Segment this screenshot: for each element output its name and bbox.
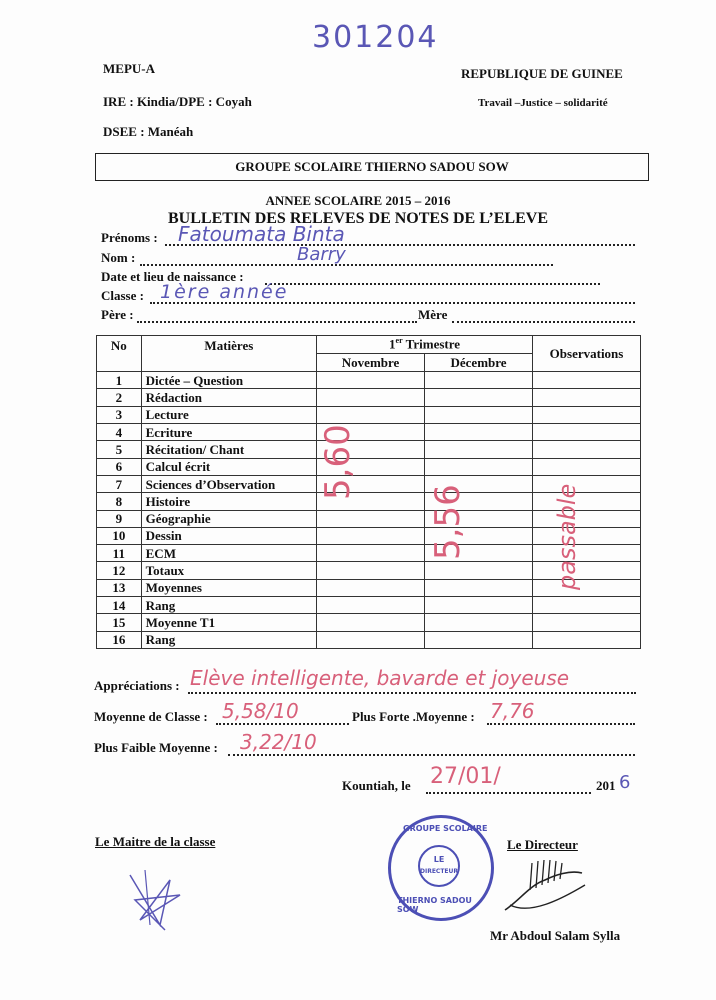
row-number: 16 <box>97 631 142 648</box>
directeur-name: Mr Abdoul Salam Sylla <box>490 928 621 943</box>
date-value: 27/01/ <box>430 764 501 789</box>
row-observation <box>533 372 641 389</box>
school-year: ANNEE SCOLAIRE 2015 – 2016 <box>265 193 451 208</box>
row-decembre <box>425 631 533 648</box>
table-row <box>97 597 641 614</box>
row-novembre <box>317 562 425 579</box>
row-observation <box>533 475 641 492</box>
plus-faible-dots <box>228 754 635 756</box>
row-decembre <box>425 423 533 440</box>
classe-value: 1ère année <box>160 281 289 303</box>
plus-faible-value: 3,22/10 <box>240 730 317 754</box>
row-decembre <box>425 441 533 458</box>
nom-dots <box>140 264 553 266</box>
row-decembre <box>425 389 533 406</box>
date-dots <box>426 792 591 794</box>
row-observation <box>533 389 641 406</box>
moyenne-classe-dots <box>216 723 349 725</box>
plus-forte-label: Plus Forte .Moyenne : <box>352 709 475 724</box>
moyenne-classe-value: 5,58/10 <box>222 699 299 723</box>
table-row <box>97 406 641 423</box>
row-observation <box>533 423 641 440</box>
row-number: 10 <box>97 527 142 544</box>
row-subject: Dictée – Question <box>141 372 316 389</box>
row-observation <box>533 562 641 579</box>
naissance-dots <box>265 283 600 285</box>
table-row <box>97 389 641 406</box>
row-observation <box>533 527 641 544</box>
header-motto: Travail –Justice – solidarité <box>478 97 608 109</box>
row-observation <box>533 493 641 510</box>
header-ministry: MEPU-A <box>103 61 155 76</box>
header-decembre: Décembre <box>425 354 533 372</box>
row-decembre <box>425 372 533 389</box>
row-number: 1 <box>97 372 142 389</box>
row-subject: Ecriture <box>141 423 316 440</box>
row-number: 13 <box>97 579 142 596</box>
row-decembre <box>425 406 533 423</box>
row-subject: Géographie <box>141 510 316 527</box>
row-subject: Histoire <box>141 493 316 510</box>
row-subject: ECM <box>141 545 316 562</box>
row-observation <box>533 441 641 458</box>
header-matieres: Matières <box>141 336 316 372</box>
prenoms-value: Fatoumata Binta <box>178 222 345 246</box>
row-number: 3 <box>97 406 142 423</box>
row-number: 2 <box>97 389 142 406</box>
appreciations-value: Elève intelligente, bavarde et joyeuse <box>190 666 570 690</box>
row-observation <box>533 579 641 596</box>
row-decembre <box>425 579 533 596</box>
mere-dots <box>452 321 635 323</box>
row-novembre <box>317 510 425 527</box>
stamp-center <box>418 845 460 887</box>
table-row <box>97 372 641 389</box>
row-novembre <box>317 527 425 544</box>
row-decembre <box>425 562 533 579</box>
row-observation <box>533 614 641 631</box>
pere-dots <box>137 321 417 323</box>
row-novembre <box>317 631 425 648</box>
row-decembre <box>425 597 533 614</box>
row-novembre <box>317 372 425 389</box>
teacher-signature <box>120 865 190 935</box>
stamp-center-line1: LE <box>433 855 445 864</box>
row-subject: Rédaction <box>141 389 316 406</box>
row-number: 6 <box>97 458 142 475</box>
row-observation <box>533 597 641 614</box>
directeur-label: Le Directeur <box>507 837 578 852</box>
nom-value: Barry <box>297 244 346 265</box>
row-number: 12 <box>97 562 142 579</box>
row-subject: Rang <box>141 597 316 614</box>
classe-label: Classe : <box>101 288 144 303</box>
row-subject: Totaux <box>141 562 316 579</box>
row-novembre <box>317 389 425 406</box>
year-prefix: 201 <box>596 778 616 793</box>
header-observations: Observations <box>533 336 641 372</box>
row-number: 11 <box>97 545 142 562</box>
row-decembre <box>425 614 533 631</box>
table-row <box>97 614 641 631</box>
header-no: No <box>97 336 142 372</box>
row-decembre <box>425 458 533 475</box>
appreciations-label: Appréciations : <box>94 678 180 693</box>
naissance-label: Date et lieu de naissance : <box>101 269 244 284</box>
table-row <box>97 423 641 440</box>
mere-label: Mère <box>418 307 448 322</box>
year-suffix: 6 <box>619 772 631 793</box>
decembre-average: 5,56 <box>428 484 468 560</box>
bulletin-title: BULLETIN DES RELEVES DE NOTES DE L’ELEVE <box>168 210 548 227</box>
document-number: 301204 <box>312 20 439 55</box>
school-name-box: GROUPE SCOLAIRE THIERNO SADOU SOW <box>95 153 649 181</box>
row-observation <box>533 631 641 648</box>
stamp-ring-top: GROUPE SCOLAIRE <box>403 824 488 833</box>
row-subject: Rang <box>141 631 316 648</box>
header-dsee: DSEE : Manéah <box>103 124 194 139</box>
row-observation <box>533 406 641 423</box>
row-novembre <box>317 406 425 423</box>
maitre-label: Le Maitre de la classe <box>95 834 216 849</box>
row-subject: Lecture <box>141 406 316 423</box>
row-number: 15 <box>97 614 142 631</box>
row-observation <box>533 545 641 562</box>
row-number: 4 <box>97 423 142 440</box>
row-number: 14 <box>97 597 142 614</box>
header-trimestre <box>317 336 533 354</box>
novembre-average: 5,60 <box>318 424 358 500</box>
director-signature <box>500 855 590 920</box>
header-ire-dpe: IRE : Kindia/DPE : Coyah <box>103 94 252 109</box>
appreciations-dots <box>188 692 636 694</box>
pere-label: Père : <box>101 307 134 322</box>
table-row <box>97 458 641 475</box>
table-row <box>97 441 641 458</box>
row-novembre <box>317 545 425 562</box>
stamp-center-line2: DIRECTEUR <box>420 868 459 875</box>
table-header-row <box>97 336 641 354</box>
row-observation <box>533 510 641 527</box>
row-subject: Moyennes <box>141 579 316 596</box>
table-row <box>97 631 641 648</box>
row-subject: Dessin <box>141 527 316 544</box>
header-republic: REPUBLIQUE DE GUINEE <box>461 66 623 81</box>
trimestre-number: 1 <box>389 336 396 352</box>
row-observation <box>533 458 641 475</box>
row-number: 5 <box>97 441 142 458</box>
row-novembre <box>317 579 425 596</box>
row-subject: Moyenne T1 <box>141 614 316 631</box>
row-novembre <box>317 614 425 631</box>
place-label: Kountiah, le <box>342 778 411 793</box>
plus-faible-label: Plus Faible Moyenne : <box>94 740 218 755</box>
row-number: 9 <box>97 510 142 527</box>
observation-value: passable <box>553 483 581 590</box>
nom-label: Nom : <box>101 250 136 265</box>
plus-forte-dots <box>487 723 635 725</box>
prenoms-label: Prénoms : <box>101 230 158 245</box>
trimestre-word: Trimestre <box>405 336 461 352</box>
row-subject: Calcul écrit <box>141 458 316 475</box>
plus-forte-value: 7,76 <box>490 699 535 723</box>
stamp-ring-bottom: THIERNO SADOU SOW <box>397 896 472 914</box>
row-number: 8 <box>97 493 142 510</box>
row-number: 7 <box>97 475 142 492</box>
row-subject: Récitation/ Chant <box>141 441 316 458</box>
trimestre-sup: er <box>395 336 403 346</box>
row-subject: Sciences d’Observation <box>141 475 316 492</box>
moyenne-classe-label: Moyenne de Classe : <box>94 709 208 724</box>
row-novembre <box>317 597 425 614</box>
header-novembre: Novembre <box>317 354 425 372</box>
school-stamp <box>388 815 494 921</box>
